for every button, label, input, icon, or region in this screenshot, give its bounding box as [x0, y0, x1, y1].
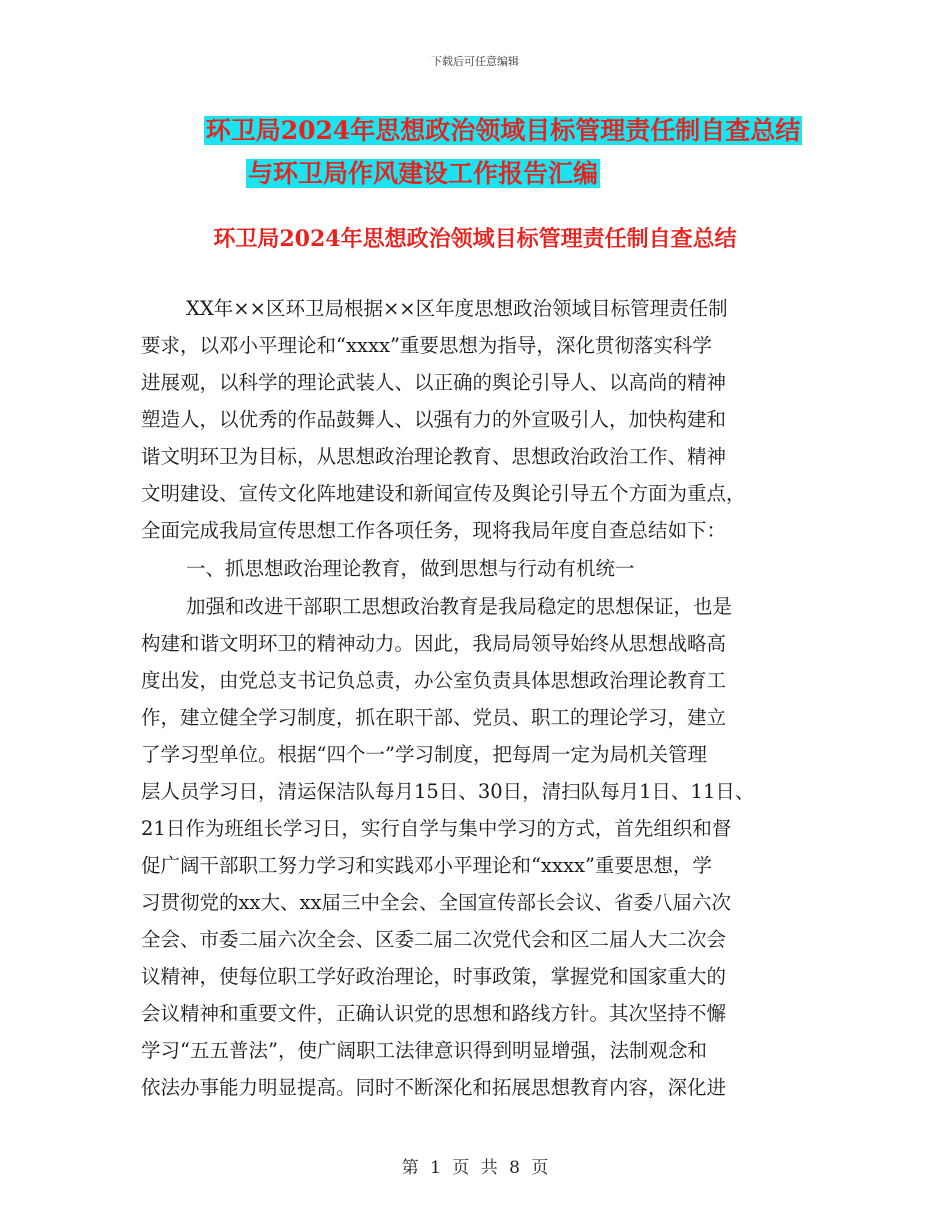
section-title: 环卫局2024年思想政治领域目标管理责任制自查总结 — [213, 226, 737, 252]
document-title-line-2 — [0, 155, 898, 193]
body-line: 文明建设、宣传文化阵地建设和新闻宣传及舆论引导五个方面为重点， — [141, 482, 746, 505]
body-line: 塑造人，以优秀的作品鼓舞人、以强有力的外宣吸引人，加快构建和 — [141, 408, 727, 431]
body-line: 会议精神和重要文件，正确认识党的思想和路线方针。其次坚持不懈 — [141, 1002, 727, 1025]
body-line: 作，建立健全学习制度，抓在职干部、党员、职工的理论学习，建立 — [141, 706, 727, 729]
body-line: 学习“五五普法”，使广阔职工法律意识得到明显增强，法制观念和 — [141, 1039, 707, 1062]
body-line: 进展观，以科学的理论武装人、以正确的舆论引导人、以高尚的精神 — [141, 371, 727, 394]
body-line: 层人员学习日，清运保洁队每月15日、30日，清扫队每月1日、11日、 — [141, 780, 755, 803]
document-title-line-1 — [28, 112, 950, 150]
document-title-line-2-text: 与环卫局作风建设工作报告汇编 — [247, 159, 598, 188]
body-line: 度出发，由党总支书记负总责，办公室负责具体思想政治理论教育工 — [141, 669, 727, 692]
body-line: 21日作为班组长学习日，实行自学与集中学习的方式，首先组织和督 — [141, 817, 732, 840]
body-line: 了学习型单位。根据“四个一”学习制度，把每周一定为局机关管理 — [141, 743, 707, 766]
body-line: 全会、市委二届六次全会、区委二届二次党代会和区二届人大二次会 — [141, 928, 727, 951]
body-line: 促广阔干部职工努力学习和实践邓小平理论和“xxxx”重要思想，学 — [141, 854, 712, 877]
header-note: 下载后可任意编辑 — [431, 55, 519, 68]
body-line: 习贯彻党的xx大、xx届三中全会、全国宣传部长会议、省委八届六次 — [141, 891, 731, 914]
body-line: 依法办事能力明显提高。同时不断深化和拓展思想教育内容，深化进 — [141, 1076, 727, 1099]
body-line: 要求，以邓小平理论和“xxxx”重要思想为指导，深化贯彻落实科学 — [141, 334, 712, 357]
subheading: 一、抓思想政治理论教育，做到思想与行动有机统一 — [186, 557, 635, 580]
body-line: 构建和谐文明环卫的精神动力。因此，我局局领导始终从思想战略高 — [141, 632, 727, 655]
body-line: 加强和改进干部职工思想政治教育是我局稳定的思想保证，也是 — [186, 595, 733, 618]
document-title-line-1-text: 环卫局2024年思想政治领域目标管理责任制自查总结 — [205, 116, 801, 145]
body-line: XX年××区环卫局根据××区年度思想政治领域目标管理责任制 — [186, 297, 728, 320]
body-line: 议精神，使每位职工学好政治理论，时事政策，掌握党和国家重大的 — [141, 965, 727, 988]
body-line: 全面完成我局宣传思想工作各项任务，现将我局年度自查总结如下： — [141, 519, 727, 542]
page-footer: 第 1 页 共 8 页 — [401, 1158, 549, 1178]
body-line: 谐文明环卫为目标，从思想政治理论教育、思想政治政治工作、精神 — [141, 445, 727, 468]
